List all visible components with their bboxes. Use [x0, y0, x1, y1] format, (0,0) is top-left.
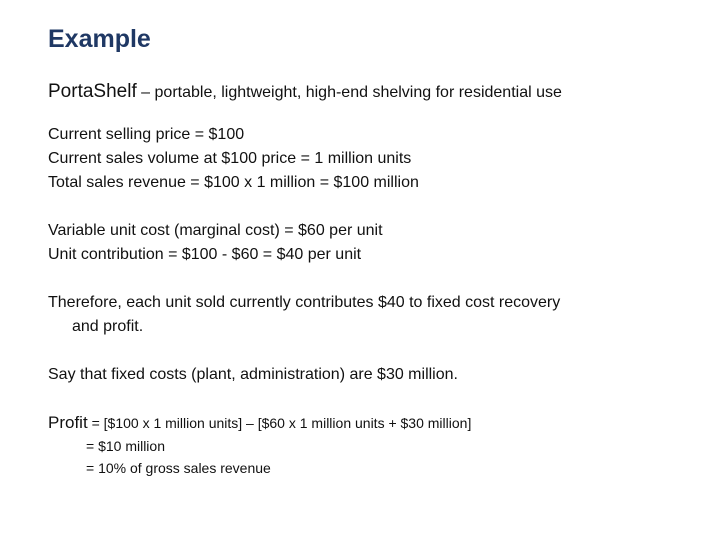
profit-line	[48, 412, 471, 435]
selling-price-line: Current selling price = $100	[48, 126, 245, 143]
product-name: PortaShelf	[48, 81, 137, 102]
contribution-statement-line: Therefore, each unit sold currently contributes $40 to fixed cost recovery	[48, 294, 561, 311]
sales-volume-line: Current sales volume at $100 price = 1 million units	[48, 150, 412, 167]
variable-cost-line: Variable unit cost (marginal cost) = $60 per unit	[48, 222, 383, 239]
profit-result-percent: = 10% of gross sales revenue	[86, 460, 271, 476]
contribution-statement-continuation: and profit.	[72, 318, 144, 335]
slide-title: Example	[48, 25, 151, 53]
product-description: – portable, lightweight, high-end shelving for residential use	[136, 84, 562, 101]
profit-result-amount: = $10 million	[86, 438, 165, 454]
profit-label: Profit	[48, 413, 88, 432]
profit-formula: = [$100 x 1 million units] – [$60 x 1 million units + $30 million]	[87, 415, 472, 431]
sales-revenue-line: Total sales revenue = $100 x 1 million = $100 million	[48, 174, 419, 191]
unit-contribution-line: Unit contribution = $100 - $60 = $40 per unit	[48, 246, 362, 263]
product-line	[48, 81, 562, 104]
fixed-costs-line: Say that fixed costs (plant, administration) are $30 million.	[48, 366, 458, 383]
